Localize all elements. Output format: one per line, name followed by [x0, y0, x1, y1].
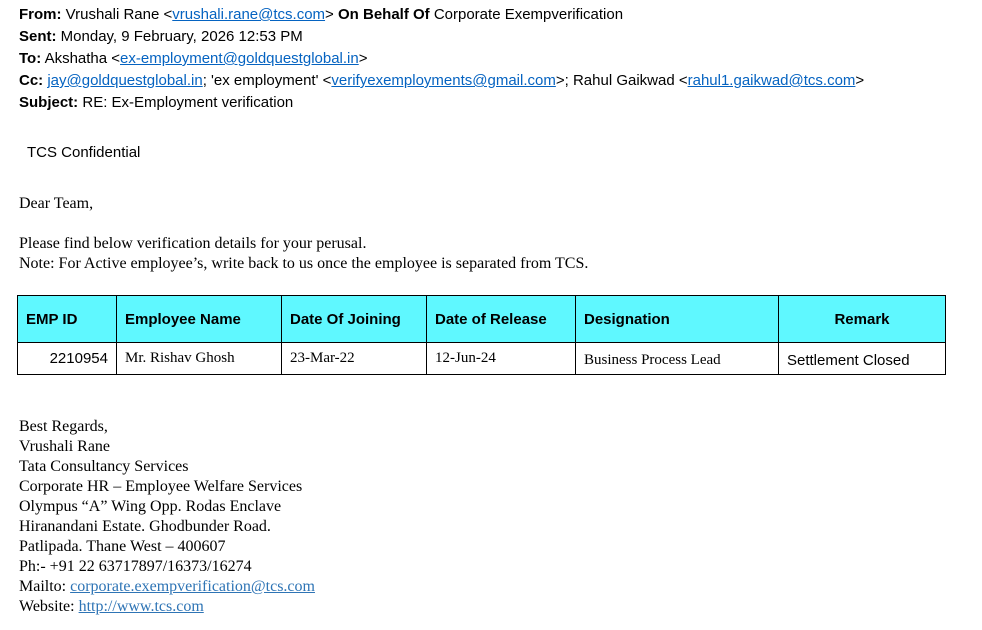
sent-value: Monday, 9 February, 2026 12:53 PM	[60, 28, 303, 45]
mailto-email-link[interactable]: corporate.exempverification@tcs.com	[70, 578, 315, 595]
to-email-link[interactable]: ex-employment@goldquestglobal.in	[120, 50, 359, 67]
to-name: Akshatha <	[44, 50, 121, 67]
website-label: Website:	[19, 598, 79, 615]
from-name: Vrushali Rane <	[65, 6, 173, 23]
confidential-label: TCS Confidential	[27, 144, 141, 161]
cell-date-of-release: 12-Jun-24	[427, 343, 576, 375]
sent-label: Sent:	[19, 28, 57, 45]
email-header	[19, 4, 864, 114]
cc-row	[19, 70, 864, 92]
to-close: >	[358, 50, 368, 67]
table-header-row	[18, 296, 946, 343]
cc-email-link-2[interactable]: verifyexemployments@gmail.com	[331, 72, 556, 89]
cc-email-link-3[interactable]: rahul1.gaikwad@tcs.com	[687, 72, 856, 89]
mailto-label: Mailto:	[19, 578, 71, 595]
signature-line: Tata Consultancy Services	[19, 458, 189, 475]
from-label: From:	[19, 6, 62, 23]
signature-line: Corporate HR – Employee Welfare Services	[19, 478, 303, 495]
intro-paragraph	[19, 234, 588, 274]
cell-designation: Business Process Lead	[576, 343, 779, 375]
cc-separator-1: ; 'ex employment' <	[202, 72, 332, 89]
subject-label: Subject:	[19, 94, 79, 111]
col-header-remark: Remark	[779, 296, 946, 343]
cc-label: Cc:	[19, 72, 44, 89]
col-header-date-of-release: Date of Release	[427, 296, 576, 343]
signature-line: Vrushali Rane	[19, 438, 111, 455]
note-line: Note: For Active employee’s, write back to us once the employee is separated from TCS.	[19, 255, 589, 272]
employee-table	[17, 295, 946, 375]
cc-separator-2: >; Rahul Gaikwad <	[555, 72, 688, 89]
signature-block	[19, 417, 315, 617]
cell-employee-name: Mr. Rishav Ghosh	[117, 343, 282, 375]
website-link[interactable]: http://www.tcs.com	[78, 598, 204, 615]
mailto-line	[19, 577, 315, 597]
cell-remark: Settlement Closed	[779, 343, 946, 375]
cell-emp-id: 2210954	[18, 343, 117, 375]
from-close: >	[325, 6, 334, 23]
col-header-employee-name: Employee Name	[117, 296, 282, 343]
signature-line: Best Regards,	[19, 418, 108, 435]
signature-line: Patlipada. Thane West – 400607	[19, 538, 226, 555]
greeting: Dear Team,	[19, 195, 94, 212]
on-behalf-of-label: On Behalf Of	[337, 6, 430, 23]
subject-value: RE: Ex-Employment verification	[82, 94, 294, 111]
to-label: To:	[19, 50, 42, 67]
website-line	[19, 597, 315, 617]
sent-row	[19, 26, 864, 48]
cc-close: >	[855, 72, 865, 89]
to-row	[19, 48, 864, 70]
on-behalf-of-name: Corporate Exempverification	[433, 6, 624, 23]
from-email-link[interactable]: vrushali.rane@tcs.com	[172, 6, 326, 23]
signature-line: Hiranandani Estate. Ghodbunder Road.	[19, 518, 271, 535]
signature-line: Ph:- +91 22 63717897/16373/16274	[19, 558, 252, 575]
col-header-designation: Designation	[576, 296, 779, 343]
cc-email-link-1[interactable]: jay@goldquestglobal.in	[47, 72, 203, 89]
table-row	[18, 343, 946, 375]
col-header-date-of-joining: Date Of Joining	[282, 296, 427, 343]
signature-line: Olympus “A” Wing Opp. Rodas Enclave	[19, 498, 282, 515]
intro-line: Please find below verification details for your perusal.	[19, 235, 367, 252]
cell-date-of-joining: 23-Mar-22	[282, 343, 427, 375]
col-header-emp-id: EMP ID	[18, 296, 117, 343]
subject-row	[19, 92, 864, 114]
from-row	[19, 4, 864, 26]
